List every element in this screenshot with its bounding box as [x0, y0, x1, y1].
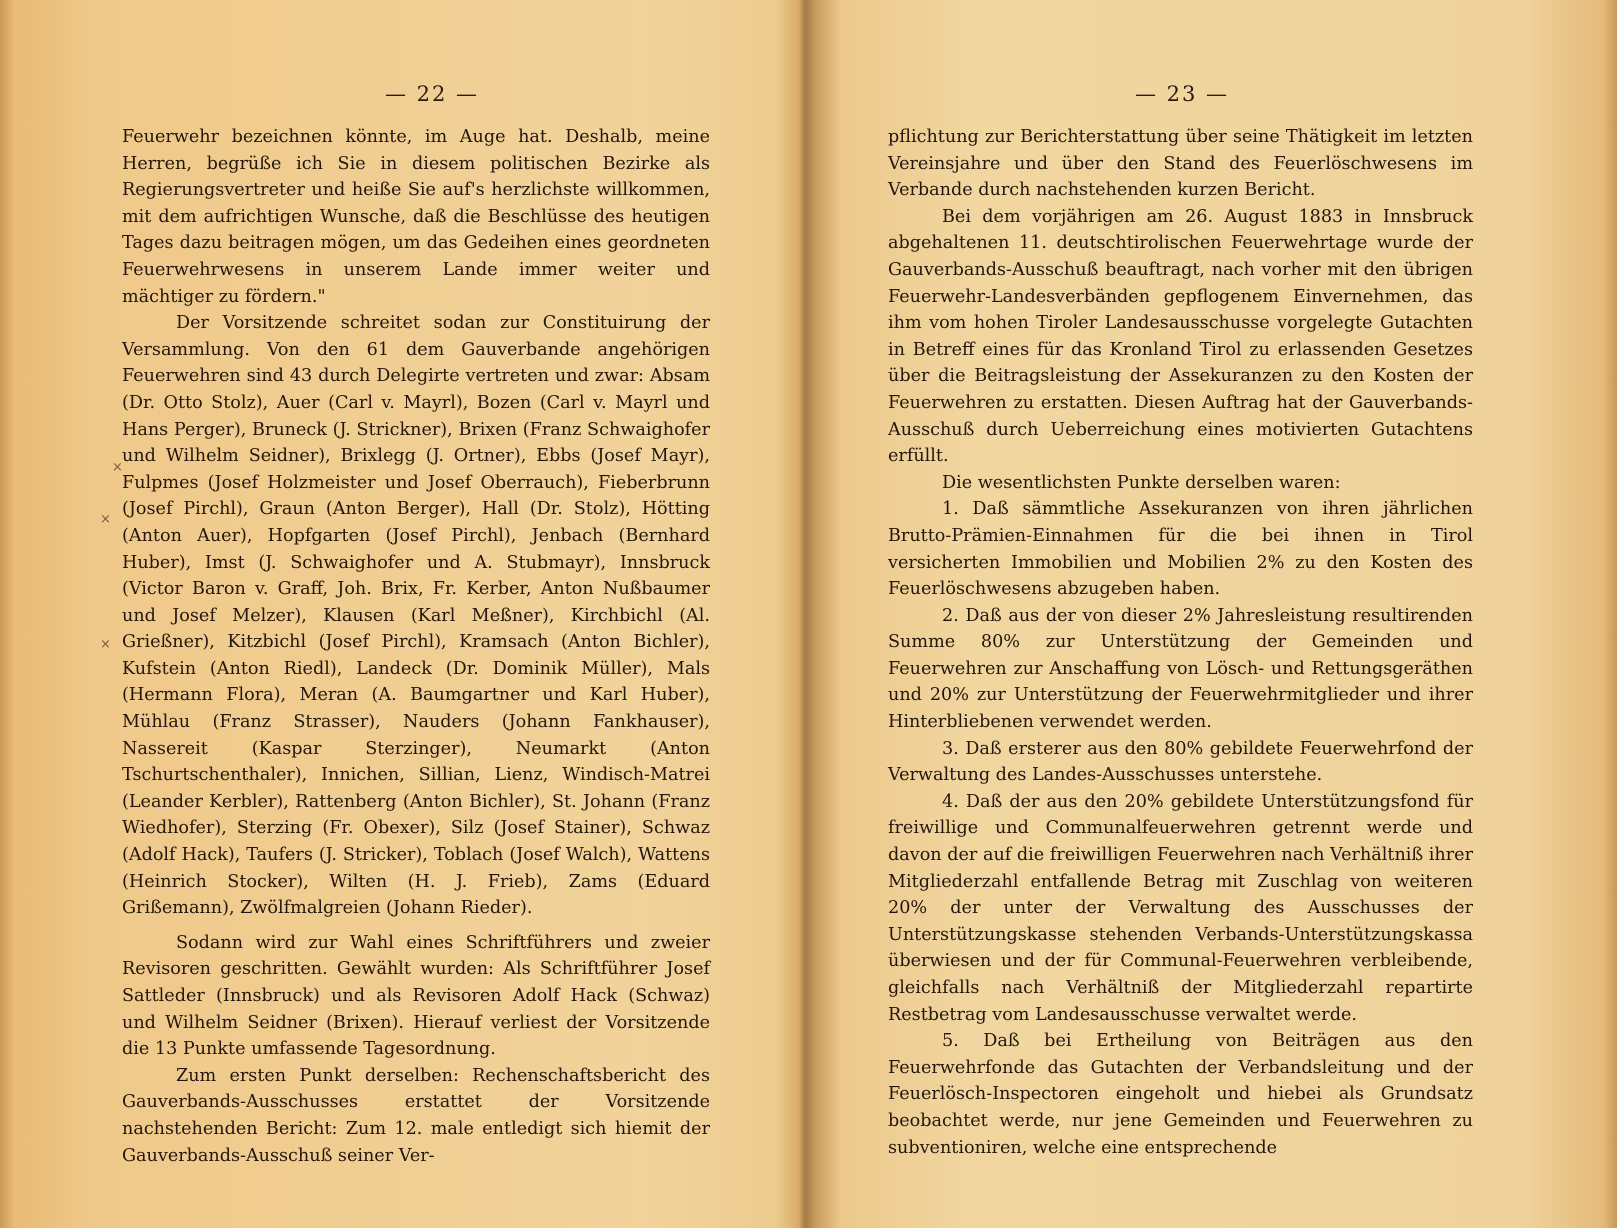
pencil-mark-icon: × — [100, 512, 111, 527]
paragraph: 1. Daß sämmtliche Assekuranzen von ihren jährlichen Brutto-Prämien-Einnahmen für die bei ihnen in Tirol versicherten Immobilien und Mobilien 2% zu den Kosten des Feuerlöschwesens abzugeben haben. — [888, 499, 1473, 600]
page-number-left: — 22 — — [384, 82, 480, 106]
right-page — [808, 0, 1617, 1228]
paragraph: Sodann wird zur Wahl eines Schriftführers und zweier Revisoren geschritten. Gewählt wurden: Als Schriftführer Josef Sattleder (Innsbruck) und als Revisoren Adolf Hack (Schwaz) und Wilhelm Seidner (Brixen). Hierauf verliest der Vorsitzende die 13 Punkte umfassende Tagesordnung. — [122, 932, 710, 1060]
paragraph: Feuerwehr bezeichnen könnte, im Auge hat. Deshalb, meine Herren, begrüße ich Sie in diesem politischen Bezirke als Regierungsvertreter und heiße Sie auf's herzlichste willkommen, mit dem aufrichtigen Wunsche, daß die Beschlüsse des heutigen Tages dazu beitragen mögen, um das Gedeihen eines geordneten Feuerwehrwesens in unserem Lande immer weiter und mächtiger zu fördern." — [122, 127, 710, 307]
left-page — [0, 0, 800, 1228]
paragraph: 3. Daß ersterer aus den 80% gebildete Feuerwehrfond der Verwaltung des Landes-Ausschusses unterstehe. — [888, 738, 1473, 786]
pencil-mark-icon: × — [100, 637, 111, 652]
paragraph: pflichtung zur Berichterstattung über seine Thätigkeit im letzten Vereinsjahre und über den Stand des Feuerlöschwesens im Verbande durch nachstehenden kurzen Bericht. — [888, 127, 1473, 201]
paragraph: Bei dem vorjährigen am 26. August 1883 in Innsbruck abgehaltenen 11. deutschtirolischen Feuerwehrtage wurde der Gauverbands-Ausschuß beauftragt, nach vorher mit den übrigen Feuerwehr-Landesverbänden gepflogenem Einvernehmen, das ihm vom hohen Tiroler Landesausschusse vorgelegte Gutachten in Betreff eines für das Kronland Tirol zu erlassenden Gesetzes über die Beitragsleistung der Assekuranzen zu den Kosten der Feuerwehren zu erstatten. Diesen Auftrag hat der Gauverbands-Ausschuß durch Ueberreichung eines motivierten Gutachtens erfüllt. — [888, 206, 1473, 467]
left-page-text — [122, 124, 710, 1169]
page-number-right: — 23 — — [1134, 82, 1230, 106]
paragraph: 4. Daß der aus den 20% gebildete Unterstützungsfond für freiwillige und Communalfeuerwehren getrennt werde und davon der auf die freiwilligen Feuerwehren nach Verhältniß ihrer Mitgliederzahl entfallende Betrag mit Zuschlag von weiteren 20% der unter der Verwaltung des Ausschusses der Unterstützungskasse stehenden Verbands-Unterstützungskassa überwiesen und der für Communal-Feuerwehren verbleibende, gleichfalls nach Verhältniß der Mitgliederzahl repartirte Restbetrag vom Landesausschusse verwaltet werde. — [888, 791, 1473, 1025]
paragraph: Der Vorsitzende schreitet sodan zur Constituirung der Versammlung. Von den 61 dem Gauverbande angehörigen Feuerwehren sind 43 durch Delegirte vertreten und zwar: Absam (Dr. Otto Stolz), Auer (Carl v. Mayrl), Bozen (Carl v. Mayrl und Hans Perger), Bruneck (J. Strickner), Brixen (Franz Schwaighofer und Wilhelm Seidner), Brixlegg (J. Ortner), Ebbs (Josef Mayr), Fulpmes (Josef Holzmeister und Josef Oberrauch), Fieberbrunn (Josef Pirchl), Graun (Anton Berger), Hall (Dr. Stolz), Hötting (Anton Auer), Hopfgarten (Josef Pirchl), Jenbach (Bernhard Huber), Imst (J. Schwaighofer und A. Stubmayr), Innsbruck (Victor Baron v. Graff, Joh. Brix, Fr. Kerber, Anton Nußbaumer und Josef Melzer), Klausen (Karl Meßner), Kirchbichl (Al. Grießner), Kitzbichl (Josef Pirchl), Kramsach (Anton Bichler), Kufstein (Anton Riedl), Landeck (Dr. Dominik Müller), Mals (Hermann Flora), Meran (A. Baumgartner und Karl Huber), Mühlau (Franz Strasser), Nauders (Johann Fankhauser), Nassereit (Kaspar Sterzinger), Neumarkt (Anton Tschurtschenthaler), Innichen, Sillian, Lienz, Windisch-Matrei (Leander Kerbler), Rattenberg (Anton Bichler), St. Johann (Franz Wiedhofer), Sterzing (Fr. Obexer), Silz (Josef Stainer), Schwaz (Adolf Hack), Taufers (J. Stricker), Toblach (Josef Walch), Wattens (Heinrich Stocker), Wilten (H. J. Frieb), Zams (Eduard Grißemann), Zwölfmalgreien (Johann Rieder). — [122, 313, 710, 919]
paragraph: 5. Daß bei Ertheilung von Beiträgen aus den Feuerwehrfonde das Gutachten der Verbandsleitung und der Feuerlösch-Inspectoren eingeholt und hiebei als Grundsatz beobachtet werde, nur jene Gemeinden und Feuerwehren zu subventioniren, welche eine entsprechende — [888, 1031, 1473, 1158]
page-edge-shadow — [1603, 0, 1617, 1228]
paragraph: Zum ersten Punkt derselben: Rechenschaftsbericht des Gauverbands-Ausschusses erstattet der Vorsitzende nachstehenden Bericht: Zum 12. male entledigt sich hiemit der Gauverbands-Ausschuß seiner Ver- — [122, 1065, 710, 1166]
pencil-mark-icon: × — [112, 460, 123, 475]
paragraph: 2. Daß aus der von dieser 2% Jahresleistung resultirenden Summe 80% zur Unterstützung der Gemeinden und Feuerwehren zur Anschaffung von Lösch- und Rettungsgeräthen und 20% zur Unterstützung der Feuerwehrmitglieder und ihrer Hinterbliebenen verwendet werden. — [888, 605, 1473, 733]
page-edge-shadow — [0, 0, 14, 1228]
right-page-text — [888, 124, 1473, 1161]
paragraph: Die wesentlichsten Punkte derselben waren: — [942, 472, 1341, 493]
